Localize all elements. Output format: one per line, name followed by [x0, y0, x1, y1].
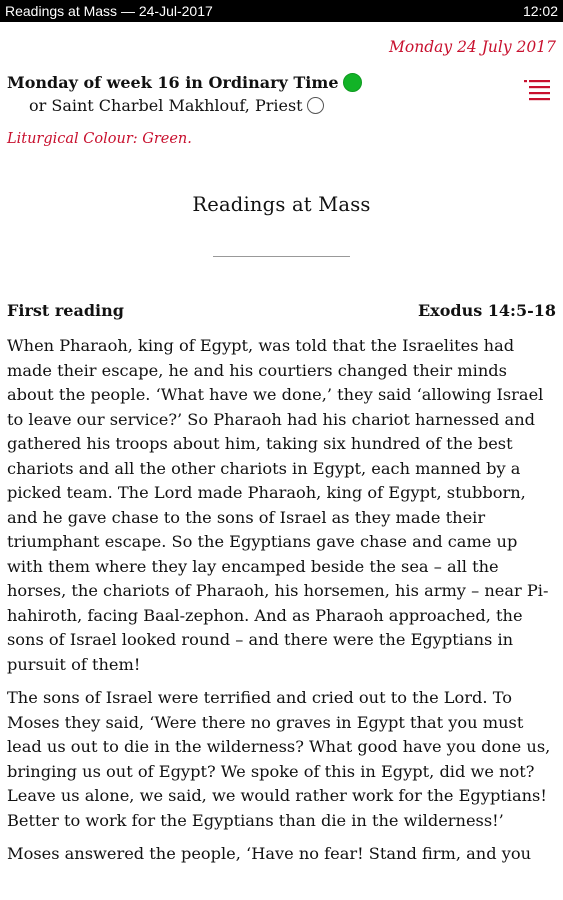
celebration-header: [7, 73, 556, 115]
reading-paragraph: When Pharaoh, king of Egypt, was told that the Israelites had made their escape, he and his courtiers changed their minds about the people. ‘What have we done,’ they said ‘allowing Israel to leave our service?’ So Pharaoh had his chariot harnessed and gathered his troops about him, taking six hundred of the best chariots and all the other chariots in Egypt, each manned by a picked team. The Lord made Pharaoh, king of Egypt, stubborn, and he gave chase to the sons of Israel as they made their triumphant escape. So the Egyptians gave chase and came up with them where they lay encamped beside the sea – all the horses, the chariots of Pharaoh, his horsemen, his army – near Pi-hahiroth, facing Baal-zephon. And as Pharaoh approached, the sons of Israel looked round – and there were the Egyptians in pursuit of them!: [7, 336, 549, 674]
celebration-optional-label: or Saint Charbel Makhlouf, Priest: [29, 96, 303, 115]
reading-paragraph: The sons of Israel were terrified and cried out to the Lord. To Moses they said, ‘Were there no graves in Egypt that you must lead us out to die in the wilderness? What good have you done us, bringing us out of Egypt? We spoke of this in Egypt, did we not? Leave us alone, we said, we would rather work for the Egyptians! Better to work for the Egyptians than die in the wilderness!’: [7, 688, 551, 830]
green-selected-dot-icon: [343, 73, 362, 92]
status-bar: [0, 0, 563, 22]
reading-header: [7, 301, 556, 320]
date-label[interactable]: Monday 24 July 2017: [389, 38, 556, 56]
status-bar-title: Readings at Mass — 24-Jul-2017: [5, 3, 213, 19]
list-menu-icon: [524, 77, 550, 103]
liturgical-colour: Liturgical Colour: Green.: [7, 131, 192, 147]
title-divider: [213, 256, 350, 257]
reading-paragraph: Moses answered the people, ‘Have no fear! Stand firm, and you: [7, 844, 532, 863]
celebration-primary[interactable]: [7, 73, 556, 92]
main-content: [0, 22, 563, 867]
celebration-primary-label: Monday of week 16 in Ordinary Time: [7, 73, 339, 92]
radio-unselected-icon: [307, 97, 324, 114]
celebration-optional[interactable]: [7, 96, 556, 115]
reading-reference: Exodus 14:5-18: [417, 301, 556, 320]
reading-label: First reading: [7, 301, 124, 320]
page-title: Readings at Mass: [192, 193, 371, 216]
status-bar-time: 12:02: [522, 3, 558, 19]
menu-button[interactable]: [524, 77, 550, 103]
reading-text: [7, 334, 556, 867]
